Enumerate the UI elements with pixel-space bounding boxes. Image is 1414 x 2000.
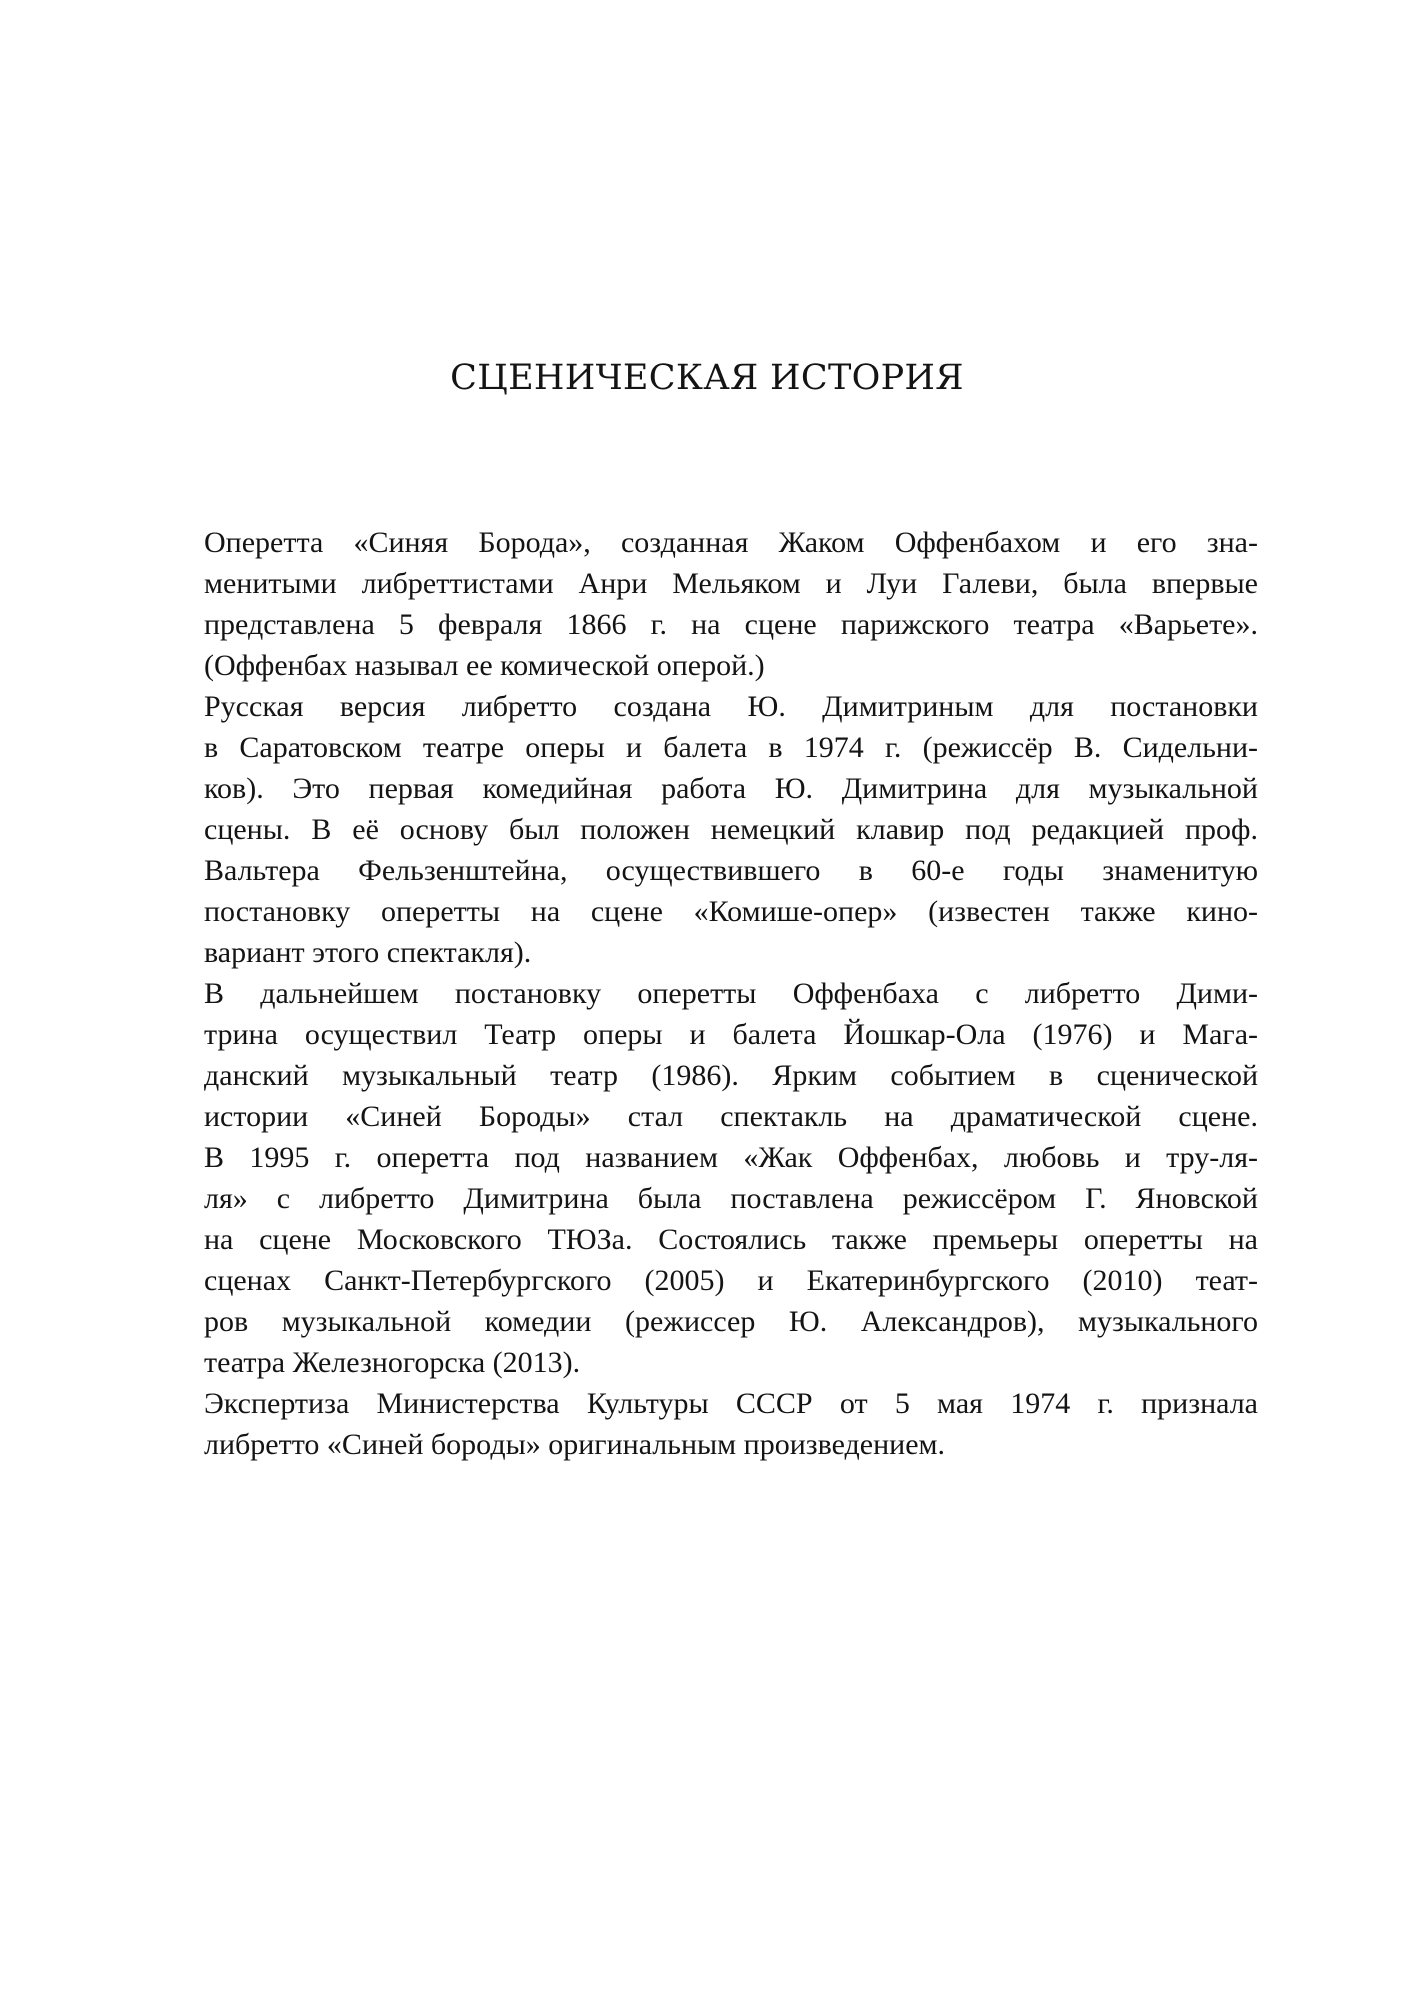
text-line: на сцене Московского ТЮЗа. Состоялись также премьеры оперетты на — [204, 1223, 1258, 1256]
text-line: В 1995 г. оперетта под названием «Жак Оффенбах, любовь и тру-ля- — [204, 1141, 1258, 1174]
paragraph-1 — [156, 522, 1258, 686]
text-line: (Оффенбах называл ее комической оперой.) — [204, 649, 765, 682]
text-line: ков). Это первая комедийная работа Ю. Димитрина для музыкальной — [204, 772, 1258, 805]
text-line: данский музыкальный театр (1986). Ярким событием в сценической — [204, 1059, 1258, 1092]
text-line: сцены. В её основу был положен немецкий клавир под редакцией проф. — [204, 813, 1258, 846]
text-line: представлена 5 февраля 1866 г. на сцене парижского театра «Варьете». — [204, 608, 1258, 641]
text-line: сценах Санкт-Петербургского (2005) и Екатеринбургского (2010) теат- — [204, 1264, 1258, 1297]
text-line: постановку оперетты на сцене «Комише-опер» (известен также кино- — [204, 895, 1258, 928]
text-line: вариант этого спектакля). — [204, 936, 532, 969]
text-line: Вальтера Фельзенштейна, осуществившего в 60-е годы знаменитую — [204, 854, 1258, 887]
page-title: СЦЕНИЧЕСКАЯ ИСТОРИЯ — [450, 358, 964, 398]
paragraph-4 — [156, 1383, 1258, 1465]
text-line: театра Железногорска (2013). — [204, 1346, 581, 1379]
text-line: ля» с либретто Димитрина была поставлена режиссёром Г. Яновской — [204, 1182, 1258, 1215]
text-line: истории «Синей Бороды» стал спектакль на драматической сцене. — [204, 1100, 1258, 1133]
text-line: менитыми либреттистами Анри Мельяком и Луи Галеви, была впервые — [204, 567, 1258, 600]
text-line: трина осуществил Театр оперы и балета Йошкар-Ола (1976) и Мага- — [204, 1018, 1258, 1051]
text-line: В дальнейшем постановку оперетты Оффенбаха с либретто Дими- — [204, 977, 1258, 1010]
text-line: Экспертиза Министерства Культуры СССР от 5 мая 1974 г. признала — [204, 1387, 1258, 1420]
text-line: ров музыкальной комедии (режиссер Ю. Александров), музыкального — [204, 1305, 1258, 1338]
paragraph-3 — [156, 973, 1258, 1383]
paragraph-2 — [156, 686, 1258, 973]
body-text — [156, 522, 1258, 1465]
text-line: Русская версия либретто создана Ю. Димитриным для постановки — [204, 690, 1258, 723]
text-line: Оперетта «Синяя Борода», созданная Жаком Оффенбахом и его зна- — [204, 526, 1258, 559]
text-line: в Саратовском театре оперы и балета в 1974 г. (режиссёр В. Сидельни- — [204, 731, 1258, 764]
text-line: либретто «Синей бороды» оригинальным произведением. — [204, 1428, 945, 1461]
